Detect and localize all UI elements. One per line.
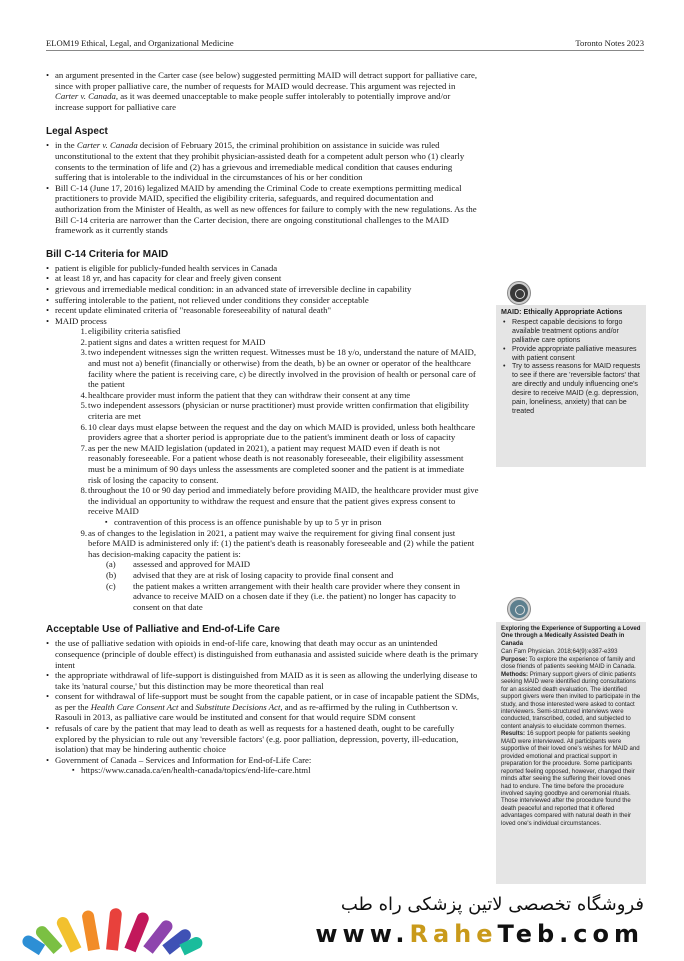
criteria-list xyxy=(46,263,479,613)
legal-aspect-heading: Legal Aspect xyxy=(46,126,108,138)
palliative-bullet: • Government of Canada – Services and Information for End-of-Life Care: ▪ https://www.canada.ca/en/health-canada/topics/end-life-care.html xyxy=(46,755,479,776)
palliative-bullet: • refusals of care by the patient that may lead to death as well as requests for a hastened death, ought to be carefully explored by the physician to rule out any 'reversible factors' (e.g. poor palliation, depression, poverty, ill-education, isolation) that may be hindering authentic choice xyxy=(46,723,479,755)
criteria-bullet: • at least 18 yr, and has capacity for clear and freely given consent xyxy=(46,273,479,284)
step-8-sublist xyxy=(105,517,479,528)
study-citation: Can Fam Physician. 2018;64(9):e387-e393 xyxy=(501,648,618,656)
process-step: 1. eligibility criteria satisfied xyxy=(80,326,181,337)
sidebar-item: • Provide appropriate palliative measures with patient consent xyxy=(501,345,641,363)
process-step: 8. throughout the 10 or 90 day period and immediately before providing MAID, the healthcare provider must give the individual an opportunity to withdraw the request and ensure that the patient gives express consent to receive MAID ▪ contravention of this process is an offence punishable by up to 5 yr in prison xyxy=(80,485,479,527)
sub-bullet: ▪ contravention of this process is an offence punishable by up to 5 yr in prison xyxy=(105,517,479,528)
criteria-bullet: • suffering intolerable to the patient, not relieved under conditions they consider acceptable xyxy=(46,295,479,306)
legal-bullet-bill-c14: • Bill C-14 (June 17, 2016) legalized MAID by amending the Criminal Code to create exemptions permitting medical practitioners to provide MAID, specified the eligibility criteria, safeguards, and required documentation and authorization from the Minister of Health, as well as new offences for failure to comply with the new regulations. As the Bill C-14 criteria are narrower than the Carter decision, there are ongoing constitutional challenges to the MAID framework as it currently stands xyxy=(46,183,479,236)
palliative-bullet: • the appropriate withdrawal of life-support is distinguished from MAID as it is seen as allowing the underlying disease to take its 'natural course,' but this distinction may be more theoretical than real xyxy=(46,670,479,691)
step-9-sublist xyxy=(106,559,479,612)
sidebar-item: • Try to assess reasons for MAID requests to see if there are 'reversible factors' that are directly and unduly influencing one's desire to receive MAID (e.g. depression, pain, loneliness, anxiety) that can be treated xyxy=(501,362,641,415)
maid-process-steps xyxy=(80,326,479,612)
sub-item: (b) advised that they are at risk of losing capacity to provide final consent and xyxy=(106,569,394,580)
process-step: 4. healthcare provider must inform the patient that they can withdraw their consent at any time xyxy=(80,389,411,400)
sidebar-title: MAID: Ethically Appropriate Actions xyxy=(501,308,623,316)
palliative-bullet: • the use of palliative sedation with opioids in end-of-life care, knowing that death may occur as an unintended consequence (principle of double effect) is distinguished from euthanasia and assisted suicide where death is the primary intent xyxy=(46,638,479,670)
process-step: 2. patient signs and dates a written request for MAID xyxy=(80,336,266,347)
main-column xyxy=(46,70,479,776)
sidebar-ethical-actions xyxy=(496,305,646,467)
header-book: Toronto Notes 2023 xyxy=(575,38,644,48)
palliative-list xyxy=(46,638,479,776)
sidebar-study xyxy=(496,622,646,884)
process-step: 6. 10 clear days must elapse between the request and the day on which MAID is provided, unless both healthcare providers agree that a shorter period is appropriate due to the patient's imminent death or loss of capacity xyxy=(80,421,476,443)
footer-banner xyxy=(0,884,684,961)
page-header xyxy=(46,37,644,51)
process-step: 3. two independent witnesses sign the written request. Witnesses must be 18 y/o, understand the nature of MAID, and must not a) benefit (financially or otherwise) from the death, b) be an owner or operator of the healthcare facility where the patient is receiving care, c) be directly involved in the provision of health or personal care of the patient xyxy=(80,347,477,390)
study-results: Results: 16 support people for patients seeking MAID were interviewed. All participants were supportive of their loved one's wishes for MAID and provided emotional and practical support in preparation for the procedure. Some participants reported feeling opposed, however, changed their minds after seeing the suffering their loved ones had to endure. The time before the procedure involved saying goodbye and ceremonial rituals. Those interviewed after the procedure found the death peaceful and reported that it offered advantages compared with natural death in their loved one's individual circumstances. xyxy=(501,730,640,827)
sub-item: (a) assessed and approved for MAID xyxy=(106,559,251,570)
criteria-bullet: • patient is eligible for publicly-funded health services in Canada xyxy=(46,263,479,274)
legal-bullet-carter: • in the Carter v. Canada decision of February 2015, the criminal prohibition on assistance in suicide was ruled unconstitutional to the extent that they prohibit physician-assisted death for a competent adult person who (1) clearly consents to the termination of life and (2) has a grievous and irremediable medical condition that causes enduring suffering that is intolerable to the individual in the circumstances of his or her condition xyxy=(46,140,479,182)
header-chapter: ELOM19 Ethical, Legal, and Organizational Medicine xyxy=(46,38,234,48)
process-step: 5. two independent assessors (physician or nurse practitioner) must provide written confirmation that eligibility criteria are met xyxy=(80,400,470,422)
gov-link[interactable]: ▪ https://www.canada.ca/en/health-canada/topics/end-life-care.html xyxy=(72,765,479,776)
study-methods: Methods: Primary support givers of clinic patients seeking MAID were identified during consultations for an assisted death evaluation. The identified support givers were then invited to participate in the study, and those interested were asked to contact interviewers. Semi-structured interviews were conducted, transcribed, coded, and subjected to content analysis to elucidate common themes. xyxy=(501,670,641,730)
palliative-bullet: • consent for withdrawal of life-support must be sought from the capable patient, or in case of incapable patient the SDMs, as per the Health Care Consent Act and Substitute Decisions Act, and as re-affirmed by the ruling in Cuthbertson v. Rasouli in 2013, as palliative care would be instituted and consent for that would require SDM consent xyxy=(46,691,479,723)
study-title: Exploring the Experience of Supporting a Loved One through a Medically Assisted Death in Canada xyxy=(501,625,641,647)
study-icon xyxy=(508,598,530,620)
process-step: 9. as of changes to the legislation in 2021, a patient may waive the requirement for giving final consent just before MAID is administered only if: (1) the patient's death is reasonably foreseeable and (2) while the patient has decision-making capacity the patient is: (a) assessed and approved for MAID (b) advised that they are at risk of losing capacity to provide final consent and (c) the patient makes a written arrangement with their health care provider where they consent in advance to receive MAID on a chosen date if they (i.e. the patient) no longer has capacity to consent on that date xyxy=(80,528,479,613)
intro-bullet: • an argument presented in the Carter case (see below) suggested permitting MAID will detract support for palliative care, since with proper palliative care, the number of requests for MAID would decrease. This argument was rejected in Carter v. Canada, as it was deemed unacceptable to make people suffer intolerably to potentially improve and/or increase support for palliative care xyxy=(46,70,479,112)
sidebar-item: • Respect capable decisions to forgo available treatment options and/or palliative care options xyxy=(501,318,641,345)
palliative-heading: Acceptable Use of Palliative and End-of-Life Care xyxy=(46,624,280,636)
criteria-bullet: • recent update eliminated criteria of "reasonable foreseeability of natural death" xyxy=(46,305,479,316)
brand-name: فروشگاه تخصصی لاتین پزشکی راه طب xyxy=(340,894,644,915)
intro-list xyxy=(46,70,479,112)
study-purpose: Purpose: To explore the experience of family and close friends of patients seeking MAID in Canada. xyxy=(501,655,636,671)
legal-aspect-list xyxy=(46,140,479,235)
criteria-bullet: • grievous and irremediable medical condition: in an advanced state of irreversible decline in capability xyxy=(46,284,479,295)
criteria-bullet-process: • MAID process 1. eligibility criteria satisfied 2. patient signs and dates a written request for MAID 3. two independent witnesses sign the written request. Witnesses must be 18 y/o, understand the nature of MAID, and must not a) benefit (financially or otherwise) from the death, b) be an owner or operator of the healthcare facility where the patient is receiving care, c) be directly involved in the provision of health or personal care of the patient 4. healthcare provider must inform the patient that they can withdraw their consent at any time 5. two independent assessors (physician or nurse practitioner) must provide written confirmation that eligibility criteria are met 6. 10 clear days must elapse between the request and the day on which MAID is provided, unless both healthcare providers agree that a shorter period is appropriate due to the patient's imminent death or loss of capacity 7. as per the new MAID legislation (updated in 2021), a patient may request MAID even if death is not reasonably foreseeable. For a patient whose death is not reasonably foreseeable, their eligibility assessment must be a minimum of 90 days unless the assessments are completed sooner and the patient is at immediate risk of losing the capacity to consent. 8. throughout the 10 or 90 day period and immediately before providing MAID, the healthcare provider must give the individual an opportunity to withdraw the request and ensure that the patient gives express consent to receive MAID ▪ contravention of this process is an offence punishable by up to 5 yr in prison 9. as of changes to the legislation in 2021, a patient may waive the requirement for giving final consent just before MAID is administered only if: (1) the patient's death is reasonably foreseeable and (2) while the patient has decision-making capacity the patient is: (a) assessed and approved for MAID (b) advised that they are at risk of losing capacity to provide final consent and (c) the patient makes a written arrangement with their health care provider where they consent in advance to receive MAID on a chosen date if they (i.e. the patient) no longer has capacity to consent on that date xyxy=(46,316,479,613)
sidebar-list xyxy=(501,318,641,416)
criteria-heading: Bill C-14 Criteria for MAID xyxy=(46,248,169,260)
sub-item: (c) the patient makes a written arrangement with their health care provider where they consent in advance to receive MAID on a chosen date if they (i.e. the patient) no longer has capacity to consent on that date xyxy=(106,580,461,612)
book-fan-logo xyxy=(30,894,210,950)
ethics-icon xyxy=(508,282,530,304)
process-step: 7. as per the new MAID legislation (updated in 2021), a patient may request MAID even if death is not reasonably foreseeable. For a patient whose death is not reasonably foreseeable, their eligibility assessment must be a minimum of 90 days unless the assessments are completed sooner and the patient is at immediate risk of losing the capacity to consent. xyxy=(80,442,465,485)
gov-link-list xyxy=(72,765,479,776)
brand-url[interactable]: www.RaheTeb.com xyxy=(315,920,644,948)
